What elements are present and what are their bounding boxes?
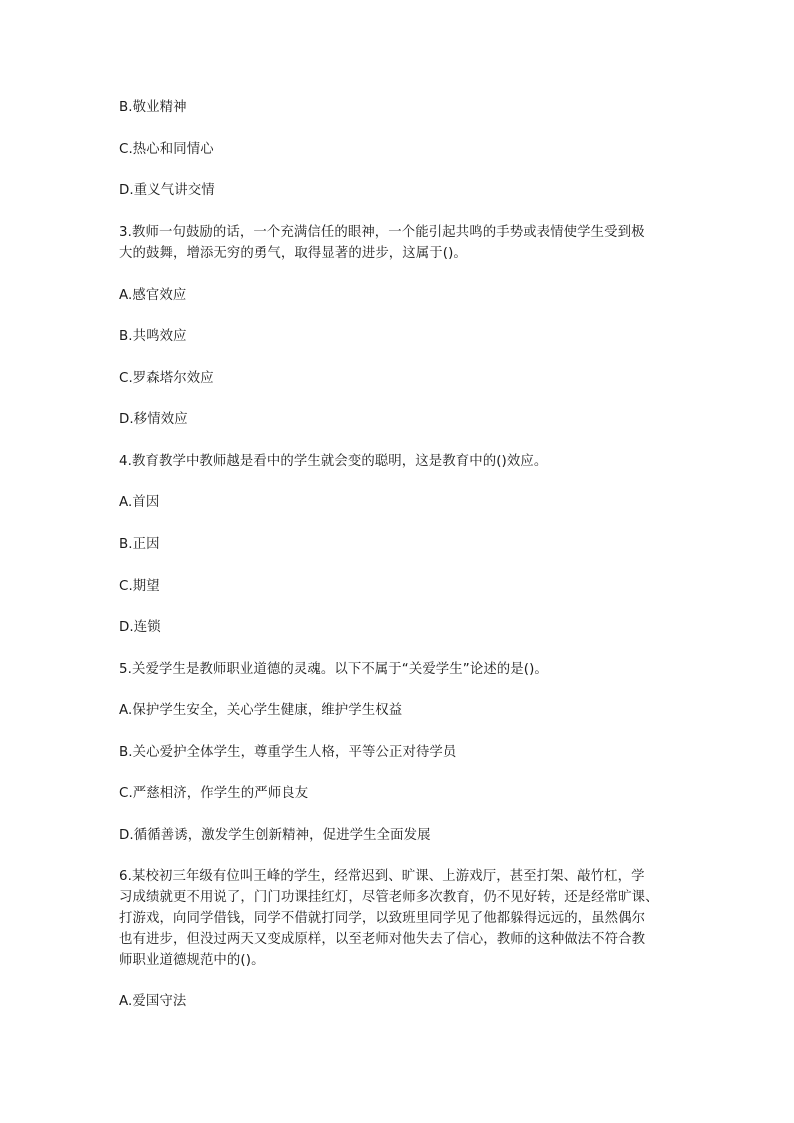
question-stem: 习成绩就更不用说了，门门功课挂红灯，尽管老师多次教育，仍不见好转，还是经常旷课、 <box>119 890 659 905</box>
question-stem: 大的鼓舞，增添无穷的勇气，取得显著的进步，这属于()。 <box>119 246 467 261</box>
option-b: B.关心爱护全体学生，尊重学生人格，平等公正对待学员 <box>119 745 457 760</box>
option-d: D.移情效应 <box>119 412 188 427</box>
option-b: B.正因 <box>119 537 160 552</box>
option-c: C.期望 <box>119 579 160 594</box>
option-c: C.热心和同情心 <box>119 142 214 157</box>
question-stem: 师职业道德规范中的()。 <box>119 953 265 968</box>
option-a: A.感官效应 <box>119 288 187 303</box>
option-b: B.敬业精神 <box>119 100 187 115</box>
option-d: D.连锁 <box>119 620 161 635</box>
option-d: D.重义气讲交情 <box>119 183 215 198</box>
option-b: B.共鸣效应 <box>119 329 187 344</box>
option-a: A.爱国守法 <box>119 994 187 1009</box>
option-a: A.保护学生安全，关心学生健康，维护学生权益 <box>119 703 403 718</box>
option-a: A.首因 <box>119 495 160 510</box>
option-d: D.循循善诱，激发学生创新精神，促进学生全面发展 <box>119 828 431 843</box>
option-c: C.罗森塔尔效应 <box>119 371 214 386</box>
question-stem: 也有进步，但没过两天又变成原样，以至老师对他失去了信心，教师的这种做法不符合教 <box>119 932 646 947</box>
option-c: C.严慈相济，作学生的严师良友 <box>119 786 309 801</box>
question-stem: 打游戏，向同学借钱，同学不借就打同学，以致班里同学见了他都躲得远远的，虽然偶尔 <box>119 911 646 926</box>
question-stem: 5.关爱学生是教师职业道德的灵魂。以下不属于“关爱学生”论述的是()。 <box>119 662 548 677</box>
question-stem: 3.教师一句鼓励的话，一个充满信任的眼神，一个能引起共鸣的手势或表情使学生受到极 <box>119 225 645 240</box>
question-stem: 4.教育教学中教师越是看中的学生就会变的聪明，这是教育中的()效应。 <box>119 454 548 469</box>
question-stem: 6.某校初三年级有位叫王峰的学生，经常迟到、旷课、上游戏厅，甚至打架、敲竹杠，学 <box>119 869 645 884</box>
